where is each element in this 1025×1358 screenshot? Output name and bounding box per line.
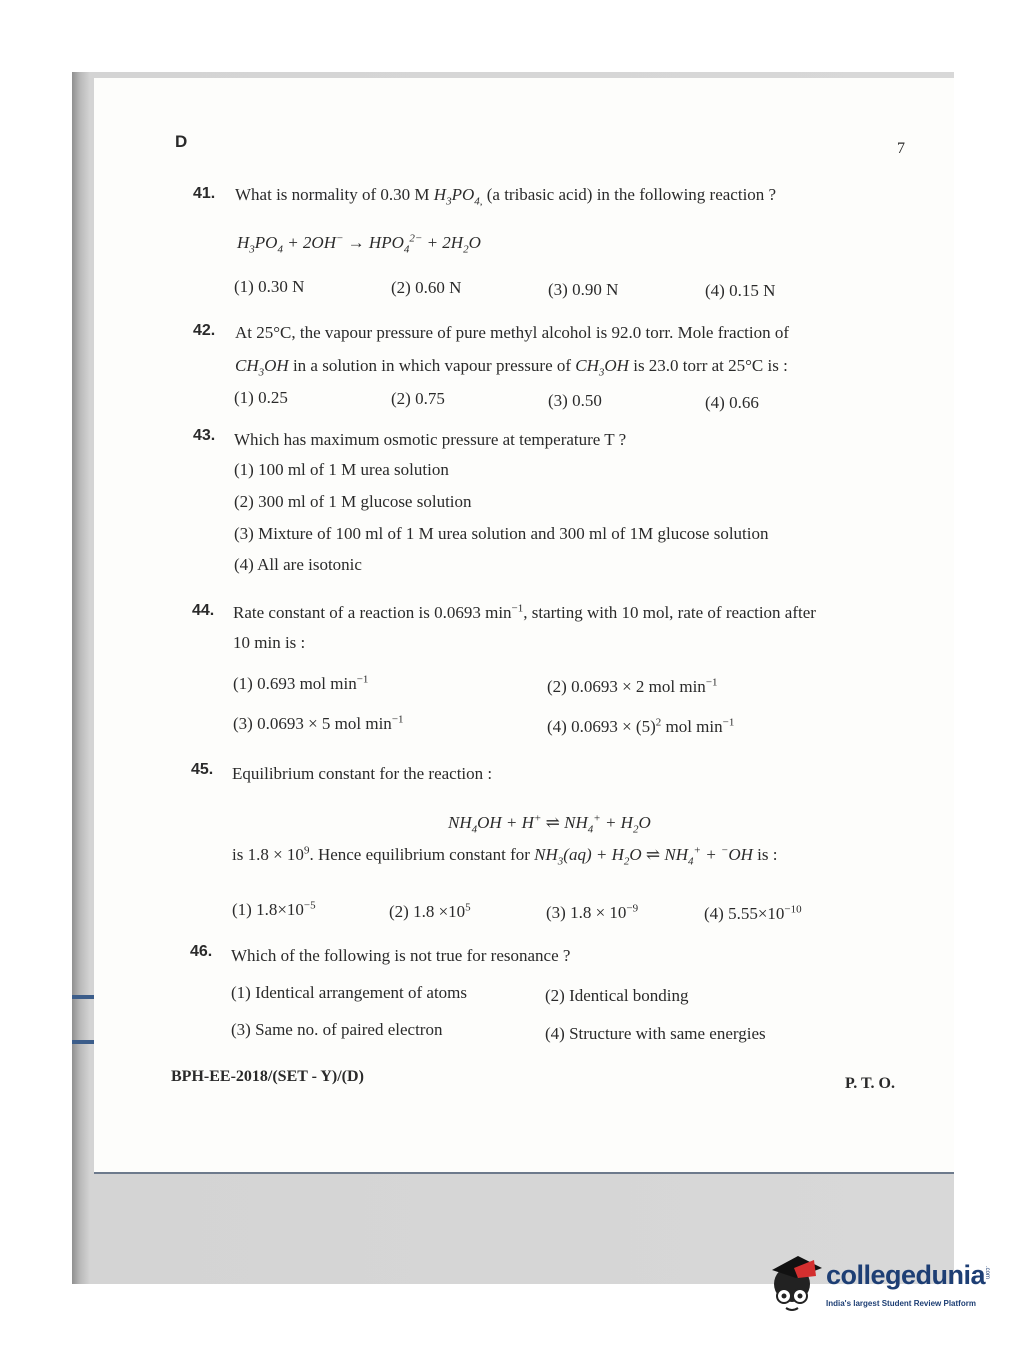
option: (3) 0.50 bbox=[548, 391, 602, 410]
question-text: Which has maximum osmotic pressure at temperature T ? bbox=[234, 430, 627, 449]
question-number: 46. bbox=[190, 943, 213, 960]
option: (1) Identical arrangement of atoms bbox=[231, 983, 468, 1002]
logo-suffix: .com bbox=[984, 1266, 990, 1280]
option: (4) Structure with same energies bbox=[545, 1024, 766, 1043]
question-number: 44. bbox=[192, 602, 215, 619]
page-number: 7 bbox=[897, 140, 905, 157]
option: (3) $1.8 \times 10^{-9}$ bbox=[546, 902, 639, 922]
question-text: What is normality of 0.30 M $H_3PO_{4,}$ (a tribasic acid) in the following reaction ? bbox=[235, 185, 777, 208]
reaction-equation: $NH_4OH + H^+$ ⇌ $NH_4^+ + H_2O$ bbox=[448, 812, 651, 836]
collegedunia-logo[interactable] bbox=[768, 1254, 993, 1316]
logo-tagline: India's largest Student Review Platform bbox=[826, 1299, 976, 1308]
question-text: At 25°C, the vapour pressure of pure methyl alcohol is 92.0 torr. Mole fraction of bbox=[235, 323, 789, 342]
option: (2) $1.8 \times 10^5$ bbox=[389, 901, 471, 921]
option: (2) Identical bonding bbox=[545, 986, 689, 1005]
question-text: Rate constant of a reaction is 0.0693 $\min^{-1}$, starting with 10 mol, rate of reaction after bbox=[233, 602, 816, 622]
option: (3) Mixture of 100 ml of 1 M urea solution and 300 ml of 1M glucose solution bbox=[234, 524, 769, 543]
logo-mascot-icon bbox=[768, 1254, 824, 1316]
option: (4) $5.55\times 10^{-10}$ bbox=[704, 903, 802, 923]
option: (3) 0.90 N bbox=[548, 280, 619, 299]
option: (2) 0.0693 × 2 mol $\min^{-1}$ bbox=[547, 676, 718, 696]
question-text: Equilibrium constant for the reaction : bbox=[232, 764, 493, 783]
question-number: 43. bbox=[193, 427, 216, 444]
question-number: 45. bbox=[191, 761, 214, 778]
option: (4) 0.66 bbox=[705, 393, 759, 412]
option: (2) 0.75 bbox=[391, 389, 445, 408]
option: (1) 100 ml of 1 M urea solution bbox=[234, 460, 449, 479]
option: (3) 0.0693 × 5 mol $\min^{-1}$ bbox=[233, 713, 404, 733]
option: (4) $0.0693 \times (5)^2$ mol $\min^{-1}$ bbox=[547, 716, 735, 736]
pto-label: P. T. O. bbox=[845, 1075, 895, 1092]
option: (4) 0.15 N bbox=[705, 281, 776, 300]
question-text: $CH_3OH$ in a solution in which vapour pressure of $CH_3OH$ is 23.0 torr at 25°C is : bbox=[235, 356, 788, 379]
logo-wordmark: collegedunia bbox=[826, 1260, 986, 1290]
paper-page bbox=[94, 78, 954, 1174]
edge-mark bbox=[72, 1040, 94, 1044]
question-text: Which of the following is not true for resonance ? bbox=[231, 946, 571, 965]
question-number: 41. bbox=[193, 185, 216, 202]
option: (1) 0.693 mol $\min^{-1}$ bbox=[233, 673, 369, 693]
option: (4) All are isotonic bbox=[234, 555, 362, 574]
set-letter: D bbox=[175, 132, 188, 151]
option: (1) 0.30 N bbox=[234, 277, 305, 296]
reaction-equation: $H_3PO_4 + 2OH^- \to HPO_4^{2-} + 2H_2O$ bbox=[237, 232, 481, 256]
edge-mark bbox=[72, 995, 94, 999]
question-number: 42. bbox=[193, 322, 216, 339]
question-text: 10 min is : bbox=[233, 633, 306, 652]
option: (2) 300 ml of 1 M glucose solution bbox=[234, 492, 472, 511]
option: (1) $1.8\times 10^{-5}$ bbox=[232, 899, 316, 919]
option: (2) 0.60 N bbox=[391, 278, 462, 297]
question-text: is $1.8 \times 10^9$. Hence equilibrium constant for $NH_3(aq) + H_2O$ ⇌ $NH_4^+ + ^-OH$ is : bbox=[232, 844, 778, 868]
paper-code: BPH-EE-2018/(SET - Y)/(D) bbox=[171, 1068, 364, 1085]
option: (1) 0.25 bbox=[234, 388, 288, 407]
option: (3) Same no. of paired electron bbox=[231, 1020, 443, 1039]
